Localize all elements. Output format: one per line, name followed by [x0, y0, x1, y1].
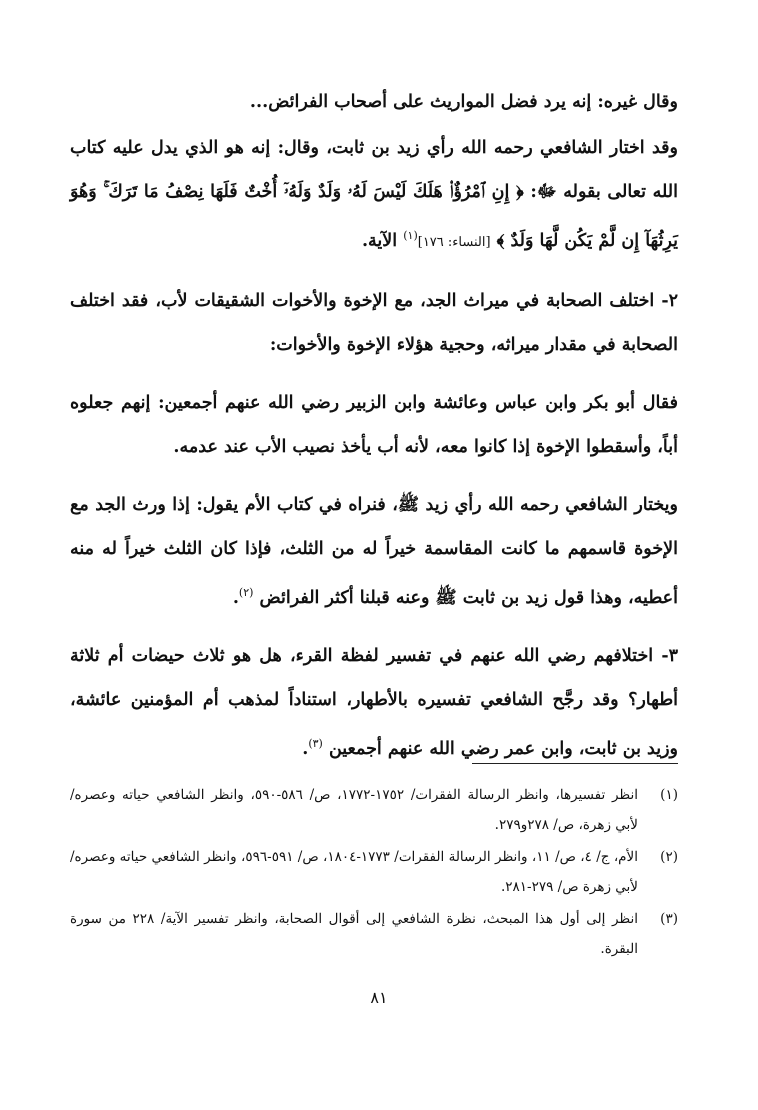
footnote-separator	[472, 763, 678, 764]
paragraph-1: وقال غيره: إنه يرد فضل المواريث على أصحاب الفرائض...	[249, 92, 678, 112]
footnote-number: (٣)	[660, 911, 678, 927]
footnote-text: انظر تفسيرها، وانظر الرسالة الفقرات/ ١٧٥٢-١٧٧٢، ص/ ٥٨٦-٥٩٠، وانظر الشافعي حياته وعصره/ لأبي زهرة، ص/ ٢٧٨و٢٧٩.	[70, 787, 638, 833]
paragraph-6: ٣- اختلافهم رضي الله عنهم في تفسير لفظة القرء، هل هو ثلاث حيضات أم ثلاثة أطهار؟ وقد رجَّح الشافعي تفسيره بالأطهار، استناداً لمذهب أم المؤمنين عائشة، وزيد بن ثابت، وابن عمر رضي الله عنهم أجمعين $^{(٣)}$.	[70, 645, 678, 759]
paragraph-3: ٢- اختلف الصحابة في ميراث الجد، مع الإخوة والأخوات الشقيقات لأب، فقد اختلف الصحابة في مقدار ميراثه، وحجية هؤلاء الإخوة والأخوات:	[70, 290, 678, 355]
footnote-marker: (٢)	[238, 585, 254, 599]
quran-reference: [النساء: ١٧٦]	[417, 234, 491, 250]
main-text	[70, 80, 678, 770]
footnote-marker: (٣)	[308, 736, 323, 750]
footnote	[70, 780, 678, 840]
footnote-number: (٢)	[660, 849, 678, 865]
paragraph-4: فقال أبو بكر وابن عباس وعائشة وابن الزبير رضي الله عنهم أجمعين: إنهم جعلوه أباً، وأسقطوا الإخوة إذا كانوا معه، لأنه أب يأخذ نصيب الأب عند عدمه.	[70, 392, 678, 457]
footnote-text: انظر إلى أول هذا المبحث، نظرة الشافعي إلى أقوال الصحابة، وانظر تفسير الآية/ ٢٢٨ من سورة البقرة.	[70, 911, 638, 957]
footnote	[70, 842, 678, 902]
footnotes	[70, 780, 678, 966]
footnote	[70, 904, 678, 964]
footnote-marker: (١)	[403, 229, 418, 242]
footnote-text: الأم، ج/ ٤، ص/ ١١، وانظر الرسالة الفقرات/ ١٧٧٣-١٨٠٤، ص/ ٥٩١-٥٩٦، وانظر الشافعي حياته وعصره/ لأبي زهرة ص/ ٢٧٩-٢٨١.	[70, 849, 638, 895]
page-number: ٨١	[370, 988, 388, 1007]
paragraph-2: وقد اختار الشافعي رحمه الله رأي زيد بن ثابت، وقال: إنه هو الذي يدل عليه كتاب الله تعالى بقوله ﷻ: ﴿ إِنِ ٱمْرُؤٌا۟ هَلَكَ لَيْسَ لَهُۥ وَلَدٌ وَلَهُۥٓ أُخْتٌ فَلَهَا نِصْفُ مَا تَرَكَ ۚ وَهُوَ يَرِثُهَآ إِن لَّمْ يَكُن لَّهَا وَلَدٌ ﴾ [النساء: ١٧٦]$^{(١)}$ الآية.	[70, 138, 678, 251]
paragraph-5: ويختار الشافعي رحمه الله رأي زيد ﷺ، فنراه في كتاب الأم يقول: إذا ورث الجد مع الإخوة قاسمهم ما كانت المقاسمة خيراً له من الثلث، فإذا كان الثلث خيراً له منه أعطيه، وهذا قول زيد بن ثابت ﷺ وعنه قبلنا أكثر الفرائض $^{(٢)}$.	[70, 494, 678, 608]
footnote-number: (١)	[660, 787, 678, 803]
